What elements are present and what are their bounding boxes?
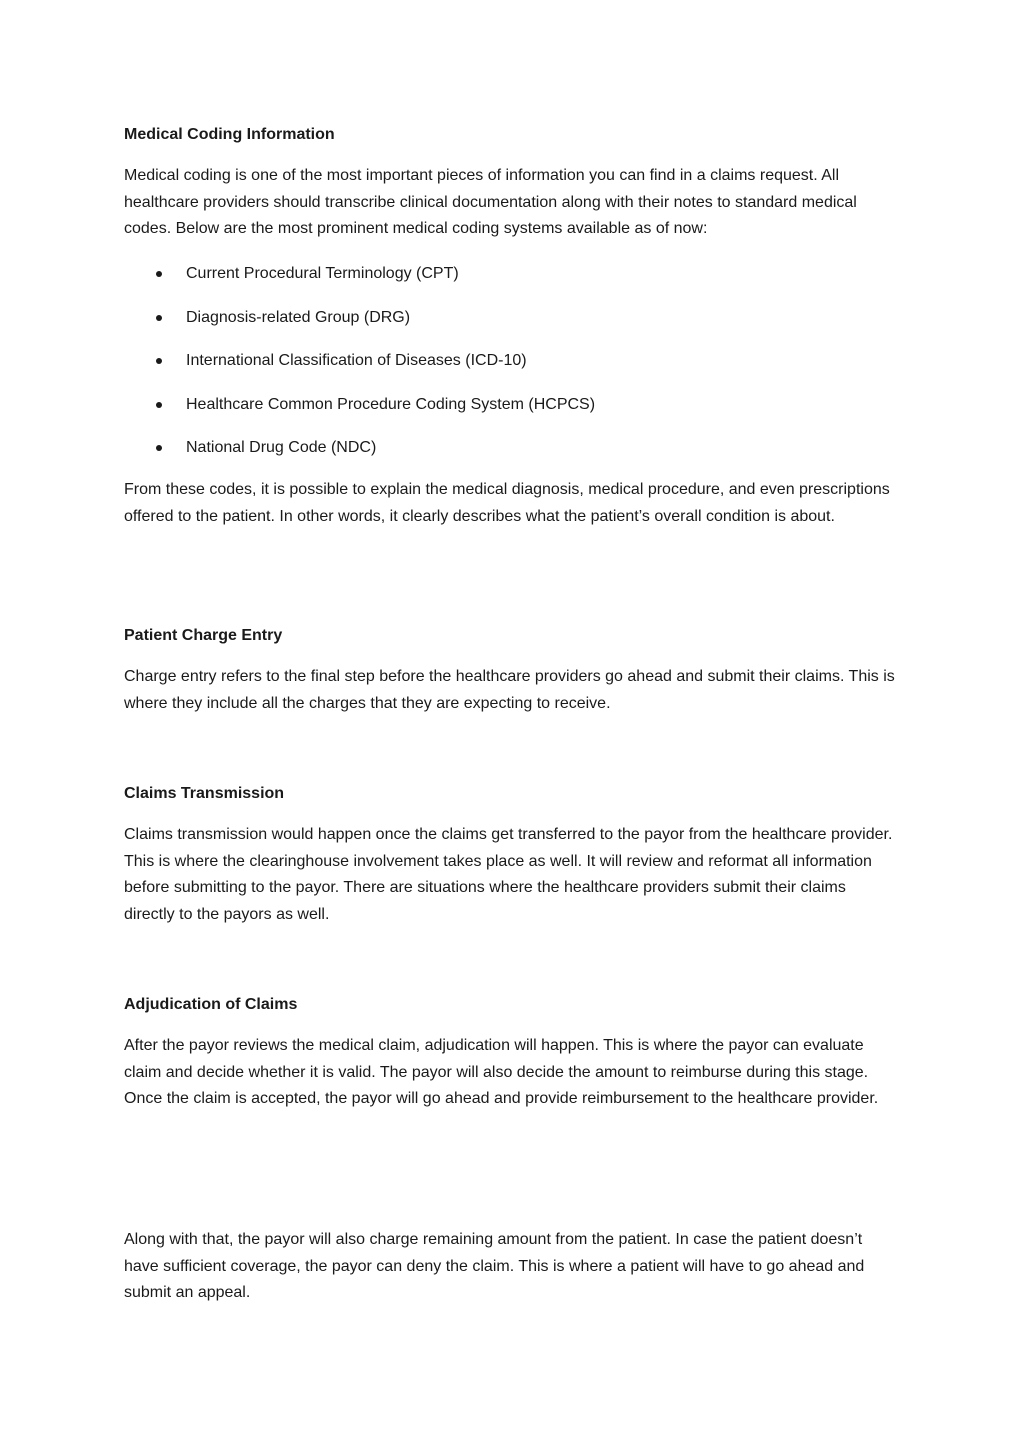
bullet-icon [156, 358, 162, 364]
heading-claims-transmission: Claims Transmission [124, 785, 285, 802]
list-item: Current Procedural Terminology (CPT) [124, 262, 595, 306]
paragraph-adjudication: After the payor reviews the medical claim, adjudication will happen. This is where the payor can evaluate claim and decide whether it is valid. The payor will also decide the amount to reimburse during this stage. Once the claim is accepted, the payor will go ahead and provide reimbursement to the healthcare provider. [124, 1037, 879, 1107]
bullet-icon [156, 445, 162, 451]
bullet-icon [156, 402, 162, 408]
bullet-icon [156, 315, 162, 321]
list-item: Diagnosis-related Group (DRG) [124, 306, 595, 350]
paragraph-medical-coding-outro: From these codes, it is possible to explain the medical diagnosis, medical procedure, and even prescriptions offered to the patient. In other words, it clearly describes what the patient’s overall condition is about. [124, 481, 890, 525]
heading-medical-coding: Medical Coding Information [124, 126, 335, 143]
coding-systems-list [124, 262, 595, 480]
list-item: International Classification of Diseases (ICD-10) [124, 349, 595, 393]
paragraph-claims-transmission: Claims transmission would happen once the claims get transferred to the payor from the healthcare provider. This is where the clearinghouse involvement takes place as well. It will review and reformat all information before submitting to the payor. There are situations where the healthcare providers submit their claims directly to the payors as well. [124, 826, 893, 923]
list-item: National Drug Code (NDC) [124, 436, 595, 480]
heading-adjudication: Adjudication of Claims [124, 996, 298, 1013]
paragraph-charge-entry: Charge entry refers to the final step before the healthcare providers go ahead and submit their claims. This is where they include all the charges that they are expecting to receive. [124, 668, 895, 712]
list-item: Healthcare Common Procedure Coding System (HCPCS) [124, 393, 595, 437]
paragraph-medical-coding-intro: Medical coding is one of the most important pieces of information you can find in a claims request. All healthcare providers should transcribe clinical documentation along with their notes to standard medical codes. Below are the most prominent medical coding systems available as of now: [124, 167, 857, 237]
bullet-icon [156, 271, 162, 277]
heading-charge-entry: Patient Charge Entry [124, 627, 283, 644]
paragraph-adjudication-followup: Along with that, the payor will also charge remaining amount from the patient. In case the patient doesn’t have sufficient coverage, the payor can deny the claim. This is where a patient will have to go ahead and submit an appeal. [124, 1231, 865, 1301]
